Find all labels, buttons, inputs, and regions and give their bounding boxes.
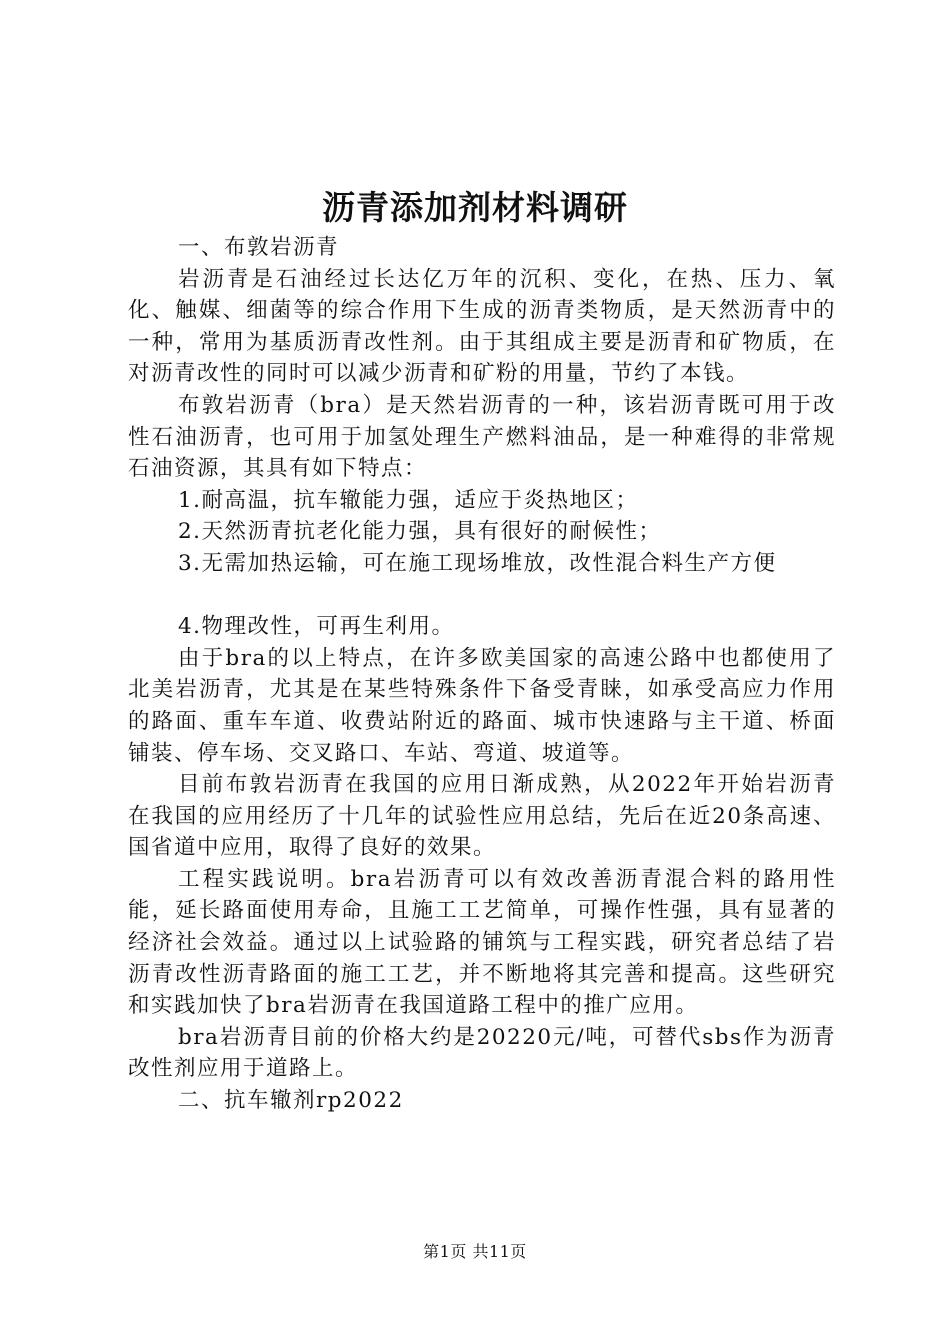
section-heading-1: 一、布敦岩沥青 — [178, 235, 340, 260]
section-heading-2: 二、抗车辙剂rp2022 — [178, 1088, 404, 1114]
list-item-2: 2.天然沥青抗老化能力强，具有很好的耐候性； — [178, 519, 662, 545]
list-item-3: 3.无需加热运输，可在施工现场堆放，改性混合料生产方便 — [178, 550, 777, 576]
list-item-4: 4.物理改性，可再生利用。 — [178, 614, 455, 640]
document-body — [128, 232, 836, 1117]
paragraph-bra-definition: 布敦岩沥青（bra）是天然岩沥青的一种，该岩沥青既可用于改性石油沥青，也可用于加氢处理生产燃料油品，是一种难得的非常规石油资源，其具有如下特点： — [128, 392, 836, 482]
paragraph-intro: 岩沥青是石油经过长达亿万年的沉积、变化，在热、压力、氧化、触媒、细菌等的综合作用下生成的沥青类物质，是天然沥青中的一种，常用为基质沥青改性剂。由于其组成主要是沥青和矿物质，在对沥青改性的同时可以减少沥青和矿粉的用量，节约了本钱。 — [128, 266, 836, 387]
paragraph-engineering-practice: 工程实践说明。bra岩沥青可以有效改善沥青混合料的路用性能，延长路面使用寿命，且施工工艺简单，可操作性强，具有显著的经济社会效益。通过以上试验路的铺筑与工程实践，研究者总结了岩沥青改性沥青路面的施工工艺，并不断地将其完善和提高。这些研究和实践加快了bra岩沥青在我国道路工程中的推广应用。 — [128, 866, 836, 1019]
document-title: 沥青添加剂材料调研 — [322, 188, 628, 227]
list-item-1: 1.耐高温，抗车辙能力强，适应于炎热地区； — [178, 487, 639, 513]
page-footer: 第1页 共11页 — [423, 1242, 527, 1261]
paragraph-price: bra岩沥青目前的价格大约是20220元/吨，可替代sbs作为沥青改性剂应用于道路上。 — [128, 1024, 836, 1082]
paragraph-china-application: 目前布敦岩沥青在我国的应用日渐成熟，从2022年开始岩沥青在我国的应用经历了十几年的试验性应用总结，先后在近20条高速、国省道中应用，取得了良好的效果。 — [128, 772, 836, 861]
paragraph-usage: 由于bra的以上特点，在许多欧美国家的高速公路中也都使用了北美岩沥青，尤其是在某些特殊条件下备受青睐，如承受高应力作用的路面、重车车道、收费站附近的路面、城市快速路与主干道、桥面铺装、停车场、交叉路口、车站、弯道、坡道等。 — [128, 645, 836, 766]
